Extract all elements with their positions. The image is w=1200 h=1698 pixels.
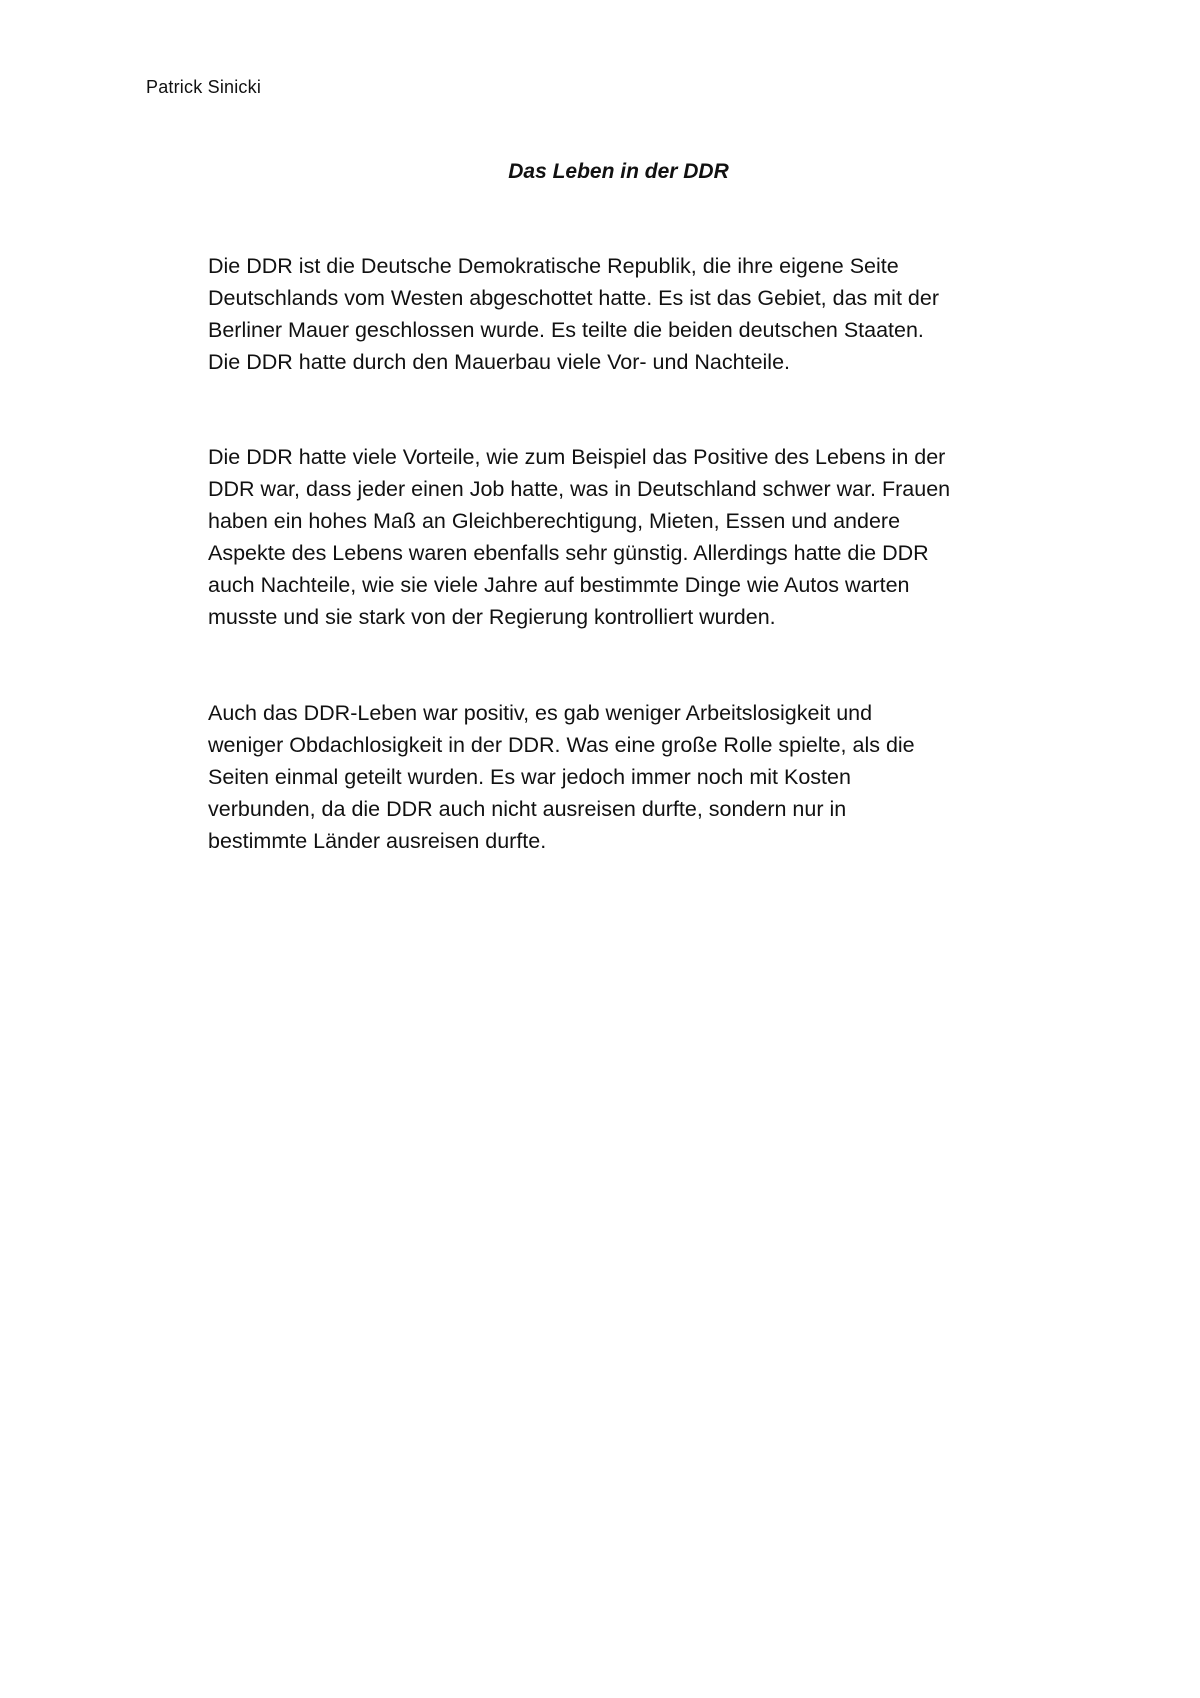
paragraph-line: verbunden, da die DDR auch nicht ausreisen durfte, sondern nur in	[208, 797, 847, 821]
paragraph-line: auch Nachteile, wie sie viele Jahre auf bestimmte Dinge wie Autos warten	[208, 573, 910, 597]
paragraph-line: DDR war, dass jeder einen Job hatte, was in Deutschland schwer war. Frauen	[208, 477, 951, 501]
author-name: Patrick Sinicki	[146, 77, 262, 97]
paragraph-line: bestimmte Länder ausreisen durfte.	[208, 829, 547, 853]
paragraph-line: Die DDR hatte viele Vorteile, wie zum Beispiel das Positive des Lebens in der	[208, 445, 946, 469]
paragraph-line: Auch das DDR-Leben war positiv, es gab weniger Arbeitslosigkeit und	[208, 701, 873, 725]
paragraph-line: Seiten einmal geteilt wurden. Es war jedoch immer noch mit Kosten	[208, 765, 851, 789]
paragraph-line: Die DDR hatte durch den Mauerbau viele Vor- und Nachteile.	[208, 350, 791, 374]
paragraph-line: haben ein hohes Maß an Gleichberechtigung, Mieten, Essen und andere	[208, 509, 901, 533]
paragraph-advantages	[208, 441, 1038, 633]
paragraph-line: Aspekte des Lebens waren ebenfalls sehr günstig. Allerdings hatte die DDR	[208, 541, 929, 565]
paragraph-conclusion	[208, 697, 1038, 857]
paragraph-line: musste und sie stark von der Regierung kontrolliert wurden.	[208, 605, 776, 629]
document-title: Das Leben in der DDR	[508, 160, 729, 183]
paragraph-line: Deutschlands vom Westen abgeschottet hatte. Es ist das Gebiet, das mit der	[208, 286, 939, 310]
paragraph-introduction	[208, 250, 1038, 378]
paragraph-line: weniger Obdachlosigkeit in der DDR. Was eine große Rolle spielte, als die	[208, 733, 915, 757]
paragraph-line: Berliner Mauer geschlossen wurde. Es teilte die beiden deutschen Staaten.	[208, 318, 924, 342]
paragraph-line: Die DDR ist die Deutsche Demokratische Republik, die ihre eigene Seite	[208, 254, 899, 278]
